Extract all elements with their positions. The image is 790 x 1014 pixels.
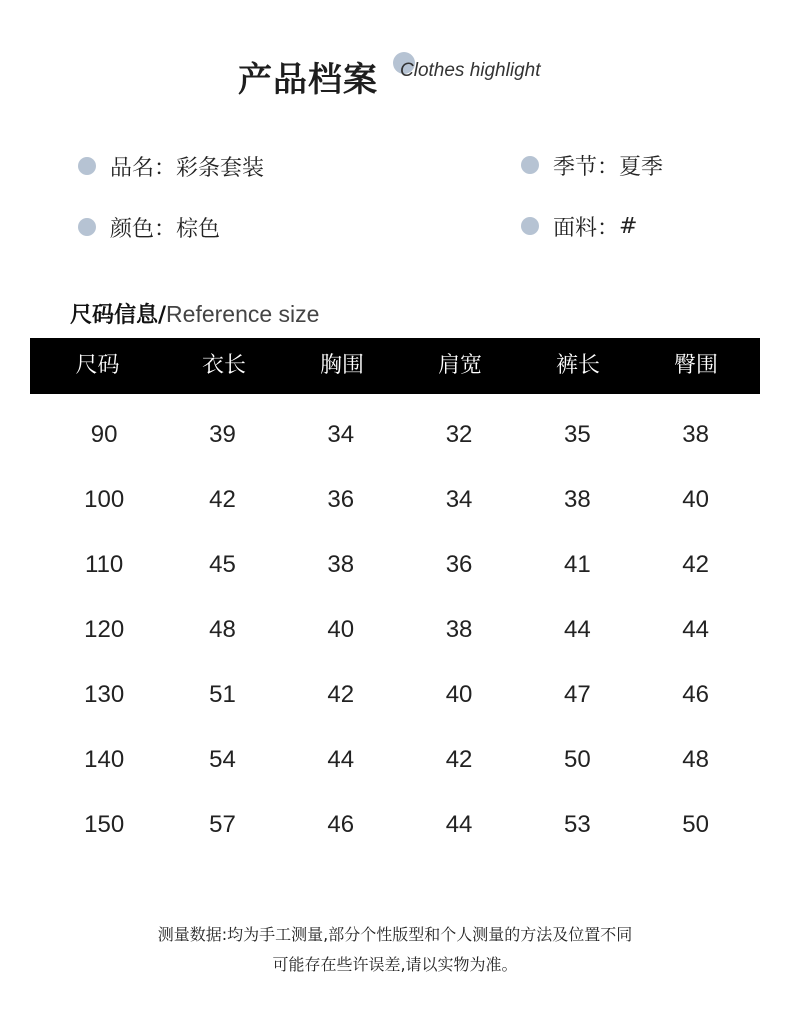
column-header-shoulder: 肩宽 bbox=[437, 353, 482, 378]
table-cell: 120 bbox=[84, 616, 125, 643]
fabric-value: # bbox=[619, 213, 638, 239]
table-cell: 36 bbox=[445, 551, 473, 578]
column-header-pants-length: 裤长 bbox=[555, 353, 600, 378]
table-cell: 34 bbox=[327, 421, 355, 448]
table-cell: 48 bbox=[209, 616, 236, 643]
table-cell: 40 bbox=[682, 486, 709, 513]
season-label: 季节： bbox=[553, 154, 620, 180]
table-cell: 46 bbox=[327, 811, 355, 838]
table-cell: 53 bbox=[563, 811, 591, 838]
table-cell: 35 bbox=[563, 421, 591, 448]
bullet-dot-icon bbox=[78, 218, 96, 236]
table-cell: 42 bbox=[682, 551, 709, 578]
table-cell: 150 bbox=[84, 811, 125, 838]
size-section-title bbox=[70, 298, 319, 330]
bullet-dot-icon bbox=[78, 157, 96, 175]
table-cell: 36 bbox=[327, 486, 355, 513]
page-title: 产品档案 bbox=[238, 60, 378, 100]
fabric-label: 面料： bbox=[553, 215, 620, 241]
size-section-title-zh: 尺码信息/ bbox=[70, 303, 167, 328]
info-item-color bbox=[78, 211, 220, 243]
info-item-name bbox=[78, 150, 264, 182]
table-cell: 42 bbox=[327, 681, 355, 708]
table-cell: 38 bbox=[682, 421, 709, 448]
table-cell: 54 bbox=[209, 746, 236, 773]
table-cell: 46 bbox=[682, 681, 709, 708]
table-cell: 38 bbox=[445, 616, 473, 643]
table-cell: 40 bbox=[327, 616, 355, 643]
table-cell: 130 bbox=[84, 681, 125, 708]
table-cell: 32 bbox=[445, 421, 473, 448]
table-row bbox=[45, 467, 755, 532]
table-cell: 40 bbox=[445, 681, 473, 708]
table-cell: 41 bbox=[563, 551, 591, 578]
season-value: 夏季 bbox=[619, 154, 664, 180]
table-cell: 140 bbox=[84, 746, 125, 773]
size-table-body bbox=[45, 402, 755, 857]
page-subtitle: Clothes highlight bbox=[400, 60, 541, 81]
table-cell: 34 bbox=[445, 486, 473, 513]
table-cell: 48 bbox=[682, 746, 709, 773]
table-row bbox=[45, 792, 755, 857]
bullet-dot-icon bbox=[521, 156, 539, 174]
table-cell: 44 bbox=[327, 746, 355, 773]
info-item-fabric bbox=[521, 210, 637, 242]
table-cell: 100 bbox=[84, 486, 125, 513]
column-header-hip: 臀围 bbox=[673, 353, 718, 378]
product-profile-header bbox=[0, 46, 790, 102]
table-cell: 51 bbox=[209, 681, 236, 708]
bullet-dot-icon bbox=[521, 217, 539, 235]
measurement-note-line-1: 测量数据:均为手工测量,部分个性版型和个人测量的方法及位置不同 bbox=[157, 925, 633, 944]
column-header-chest: 胸围 bbox=[319, 353, 364, 378]
table-cell: 90 bbox=[90, 421, 118, 448]
name-label: 品名： bbox=[110, 155, 177, 181]
size-table-header bbox=[30, 338, 760, 394]
name-value: 彩条套装 bbox=[176, 155, 265, 181]
table-row bbox=[45, 662, 755, 727]
table-row bbox=[45, 727, 755, 792]
table-cell: 47 bbox=[563, 681, 591, 708]
table-cell: 39 bbox=[209, 421, 236, 448]
table-cell: 44 bbox=[563, 616, 591, 643]
table-cell: 110 bbox=[85, 551, 124, 578]
table-row bbox=[45, 597, 755, 662]
table-cell: 44 bbox=[445, 811, 473, 838]
size-section-title-en: Reference size bbox=[166, 301, 320, 327]
table-cell: 45 bbox=[209, 551, 236, 578]
table-cell: 38 bbox=[563, 486, 591, 513]
column-header-length: 衣长 bbox=[201, 353, 246, 378]
measurement-note-line-2: 可能存在些许误差,请以实物为准。 bbox=[272, 955, 518, 974]
color-label: 颜色： bbox=[110, 216, 177, 242]
table-cell: 57 bbox=[209, 811, 236, 838]
table-row bbox=[45, 532, 755, 597]
table-cell: 38 bbox=[327, 551, 355, 578]
table-cell: 44 bbox=[682, 616, 709, 643]
table-cell: 50 bbox=[682, 811, 709, 838]
measurement-note bbox=[0, 920, 790, 980]
table-cell: 42 bbox=[209, 486, 236, 513]
column-header-size: 尺码 bbox=[75, 353, 120, 378]
table-row bbox=[45, 402, 755, 467]
table-cell: 42 bbox=[445, 746, 473, 773]
info-item-season bbox=[521, 149, 663, 181]
table-cell: 50 bbox=[563, 746, 591, 773]
color-value: 棕色 bbox=[176, 216, 221, 242]
